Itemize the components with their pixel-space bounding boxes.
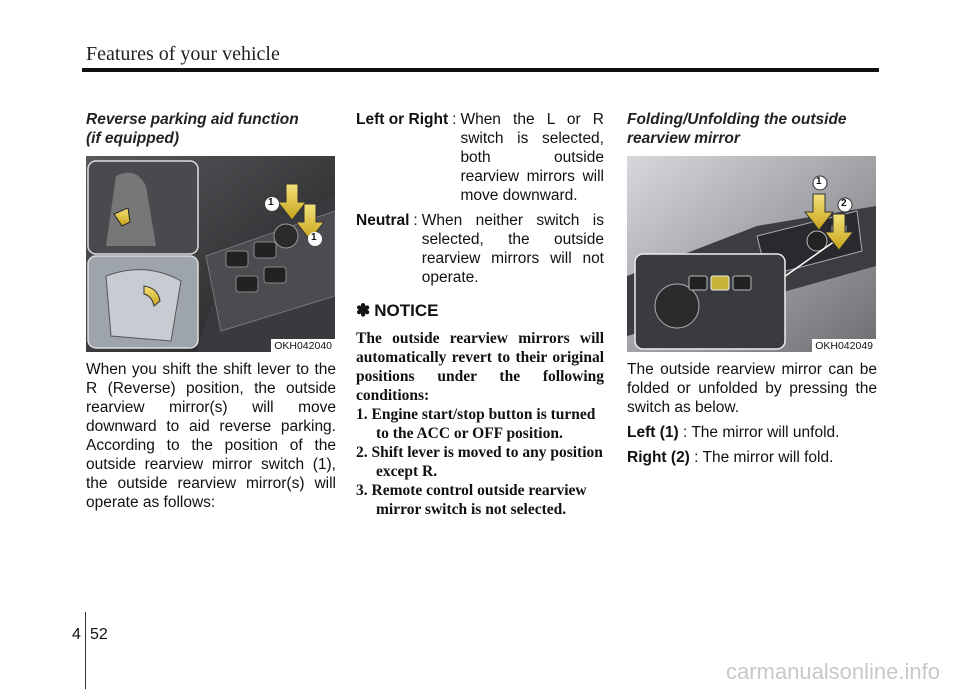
header-rule	[82, 68, 879, 72]
notice-conditions-list	[356, 405, 604, 519]
left-unfold-line: Left (1) : The mirror will unfold.	[627, 424, 840, 441]
mirror-switch-photo	[627, 156, 876, 352]
footer-divider	[85, 612, 86, 689]
callout-2: 2	[841, 198, 847, 209]
reverse-parking-paragraph: When you shift the shift lever to the R (Reverse) position, the outside rearview mirror(s) will move downward to aid reverse parking. According to the position of the outside rearview mirror switch (1), the outside rearview mirror(s) will operate as follows:	[86, 361, 336, 511]
right-fold-line: Right (2) : The mirror will fold.	[627, 449, 834, 466]
callout-1: 1	[816, 176, 822, 187]
column-modes-and-notice	[356, 110, 604, 519]
definition-left-or-right: Left or Right : When the L or R switch is selected, both outside rearview mirrors will move downward.	[356, 111, 604, 204]
folding-paragraph: The outside rearview mirror can be folded or unfolded by pressing the switch as below.	[627, 361, 877, 416]
section-heading-folding: Folding/Unfolding the outside rearview mirror	[627, 111, 847, 147]
door-switch-photo	[86, 156, 335, 352]
image-code: OKH042049	[812, 339, 876, 352]
notice-heading: ✽ NOTICE	[356, 301, 439, 320]
callout-1b: 1	[311, 232, 317, 243]
watermark: carmanualsonline.info	[725, 659, 940, 684]
notice-asterisk-icon: ✽	[356, 301, 371, 320]
image-code: OKH042040	[271, 339, 335, 352]
callout-1a: 1	[268, 197, 274, 208]
notice-intro: The outside rearview mirrors will automatically revert to their original positions under the following conditions:	[356, 330, 604, 404]
list-item: 2. Shift lever is moved to any position except R.	[356, 444, 603, 480]
list-item: 1. Engine start/stop button is turned to the ACC or OFF position.	[356, 406, 596, 442]
section-heading-reverse-parking: Reverse parking aid function (if equipped)	[86, 111, 299, 147]
column-reverse-parking-aid	[86, 110, 336, 512]
column-folding-mirror	[627, 110, 877, 467]
page-header-title: Features of your vehicle	[86, 43, 280, 65]
section-number: 4	[72, 626, 81, 643]
definition-neutral: Neutral : When neither switch is selected, the outside rearview mirrors will not operate.	[356, 212, 604, 286]
list-item: 3. Remote control outside rearview mirror switch is not selected.	[356, 482, 587, 518]
page-number: 52	[90, 626, 108, 643]
